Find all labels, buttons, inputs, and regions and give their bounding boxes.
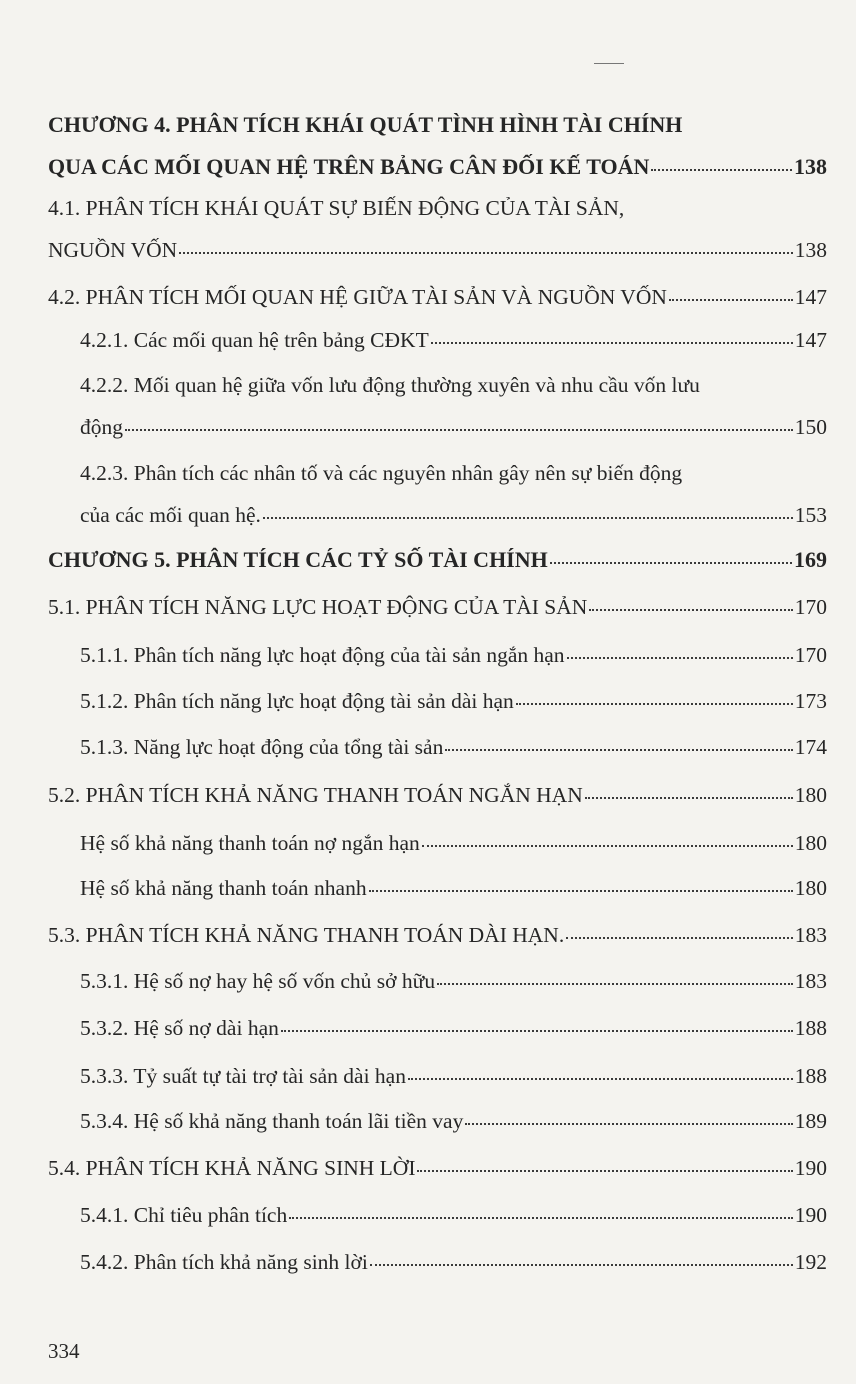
toc-entry-page: 190 xyxy=(794,1203,827,1227)
leader-dots xyxy=(550,561,792,564)
print-speck xyxy=(594,63,624,64)
leader-dots xyxy=(431,341,793,344)
toc-subsection-5-4-1 xyxy=(80,1194,827,1236)
toc-section-4-2 xyxy=(48,276,827,318)
leader-dots xyxy=(437,982,793,985)
toc-entry-title: Hệ số khả năng thanh toán nợ ngắn hạn xyxy=(80,831,420,855)
toc-entry-title: 5.1.3. Năng lực hoạt động của tổng tài sản xyxy=(80,735,444,759)
toc-subsection-5-3-4 xyxy=(80,1100,827,1142)
leader-dots xyxy=(566,936,793,939)
toc-entry-title: CHƯƠNG 5. PHÂN TÍCH CÁC TỶ SỐ TÀI CHÍNH xyxy=(48,547,548,572)
toc-section-5-1 xyxy=(48,586,827,628)
leader-dots xyxy=(585,796,793,799)
toc-entry-page: 188 xyxy=(794,1064,827,1088)
toc-entry-title: 4.2. PHÂN TÍCH MỐI QUAN HỆ GIỮA TÀI SẢN VÀ NGUỒN VỐN xyxy=(48,285,667,309)
toc-entry-title: 5.3.4. Hệ số khả năng thanh toán lãi tiền vay xyxy=(80,1109,464,1133)
toc-entry-title: 5.1.2. Phân tích năng lực hoạt động tài sản dài hạn xyxy=(80,689,514,713)
page-number: 334 xyxy=(48,1339,80,1363)
leader-dots xyxy=(669,298,793,301)
toc-entry-page: 138 xyxy=(794,154,827,179)
toc-item-current-ratio xyxy=(80,822,827,864)
toc-entry-title: 5.4.2. Phân tích khả năng sinh lời xyxy=(80,1250,368,1274)
leader-dots xyxy=(289,1216,793,1219)
toc-entry-title: QUA CÁC MỐI QUAN HỆ TRÊN BẢNG CÂN ĐỐI KẾ TOÁN xyxy=(48,154,650,179)
toc-entry-title: của các mối quan hệ. xyxy=(80,503,261,527)
leader-dots xyxy=(369,889,793,892)
leader-dots xyxy=(589,608,792,611)
toc-entry-page: 150 xyxy=(794,415,827,439)
toc-entry-page: 183 xyxy=(794,923,827,947)
toc-entry-title: 5.3.3. Tỷ suất tự tài trợ tài sản dài hạn xyxy=(80,1064,406,1088)
leader-dots xyxy=(125,428,793,431)
toc-entry-title: 4.2.1. Các mối quan hệ trên bảng CĐKT xyxy=(80,328,429,352)
toc-entry-title: 5.3.1. Hệ số nợ hay hệ số vốn chủ sở hữu xyxy=(80,969,436,993)
leader-dots xyxy=(281,1029,793,1032)
toc-entry-title: 5.3. PHÂN TÍCH KHẢ NĂNG THANH TOÁN DÀI HẠN. xyxy=(48,923,565,947)
toc-chapter-5 xyxy=(48,539,827,581)
toc-item-quick-ratio xyxy=(80,867,827,909)
toc-entry-page: 169 xyxy=(794,547,827,572)
leader-dots xyxy=(263,516,793,519)
leader-dots xyxy=(422,844,793,847)
toc-entry-page: 180 xyxy=(794,831,827,855)
toc-entry-page: 190 xyxy=(794,1156,827,1180)
toc-entry-page: 180 xyxy=(794,876,827,900)
toc-entry-page: 138 xyxy=(794,238,827,262)
toc-subsection-5-1-1 xyxy=(80,634,827,676)
toc-entry-page: 180 xyxy=(794,783,827,807)
toc-entry-page: 189 xyxy=(794,1109,827,1133)
toc-entry-title: 5.2. PHÂN TÍCH KHẢ NĂNG THANH TOÁN NGẮN HẠN xyxy=(48,783,583,807)
toc-section-5-3 xyxy=(48,914,827,956)
toc-entry-title-line1: 4.1. PHÂN TÍCH KHÁI QUÁT SỰ BIẾN ĐỘNG CỦA TÀI SẢN, xyxy=(48,196,625,220)
toc-subsection-4-2-2 xyxy=(80,364,827,448)
toc-entry-title-line1: 4.2.2. Mối quan hệ giữa vốn lưu động thường xuyên và nhu cầu vốn lưu xyxy=(80,373,700,397)
toc-entry-title: 5.3.2. Hệ số nợ dài hạn xyxy=(80,1016,279,1040)
toc-subsection-5-3-2 xyxy=(80,1007,827,1049)
toc-subsection-5-1-2 xyxy=(80,680,827,722)
leader-dots xyxy=(370,1263,793,1266)
toc-subsection-4-2-1 xyxy=(80,319,827,361)
leader-dots xyxy=(408,1077,793,1080)
toc-entry-page: 173 xyxy=(794,689,827,713)
leader-dots xyxy=(516,702,793,705)
leader-dots xyxy=(445,748,792,751)
toc-entry-page: 192 xyxy=(794,1250,827,1274)
toc-subsection-5-3-1 xyxy=(80,960,827,1002)
leader-dots xyxy=(179,251,793,254)
toc-entry-page: 170 xyxy=(794,595,827,619)
toc-entry-title-line1: CHƯƠNG 4. PHÂN TÍCH KHÁI QUÁT TÌNH HÌNH TÀI CHÍNH xyxy=(48,112,683,137)
toc-section-5-2 xyxy=(48,774,827,816)
toc-chapter-4 xyxy=(48,104,827,188)
toc-entry-page: 147 xyxy=(794,285,827,309)
leader-dots xyxy=(651,168,792,171)
leader-dots xyxy=(567,656,793,659)
toc-entry-title-line1: 4.2.3. Phân tích các nhân tố và các nguyên nhân gây nên sự biến động xyxy=(80,461,683,485)
toc-entry-title: 5.4. PHÂN TÍCH KHẢ NĂNG SINH LỜI xyxy=(48,1156,416,1180)
toc-entry-page: 174 xyxy=(794,735,827,759)
toc-entry-page: 153 xyxy=(794,503,827,527)
toc-entry-title: động xyxy=(80,415,123,439)
toc-entry-page: 147 xyxy=(794,328,827,352)
toc-entry-page: 188 xyxy=(794,1016,827,1040)
toc-subsection-5-4-2 xyxy=(80,1241,827,1283)
toc-section-5-4 xyxy=(48,1147,827,1189)
toc-entry-title: 5.4.1. Chỉ tiêu phân tích xyxy=(80,1203,288,1227)
toc-entry-page: 183 xyxy=(794,969,827,993)
toc-subsection-5-3-3 xyxy=(80,1055,827,1097)
leader-dots xyxy=(417,1169,792,1172)
toc-subsection-4-2-3 xyxy=(80,452,827,536)
leader-dots xyxy=(465,1122,792,1125)
toc-section-4-1 xyxy=(48,187,827,271)
toc-entry-title: 5.1.1. Phân tích năng lực hoạt động của tài sản ngắn hạn xyxy=(80,643,565,667)
toc-entry-page: 170 xyxy=(794,643,827,667)
toc-entry-title: 5.1. PHÂN TÍCH NĂNG LỰC HOẠT ĐỘNG CỦA TÀI SẢN xyxy=(48,595,588,619)
toc-subsection-5-1-3 xyxy=(80,726,827,768)
toc-entry-title: NGUỒN VỐN xyxy=(48,238,178,262)
toc-entry-title: Hệ số khả năng thanh toán nhanh xyxy=(80,876,367,900)
